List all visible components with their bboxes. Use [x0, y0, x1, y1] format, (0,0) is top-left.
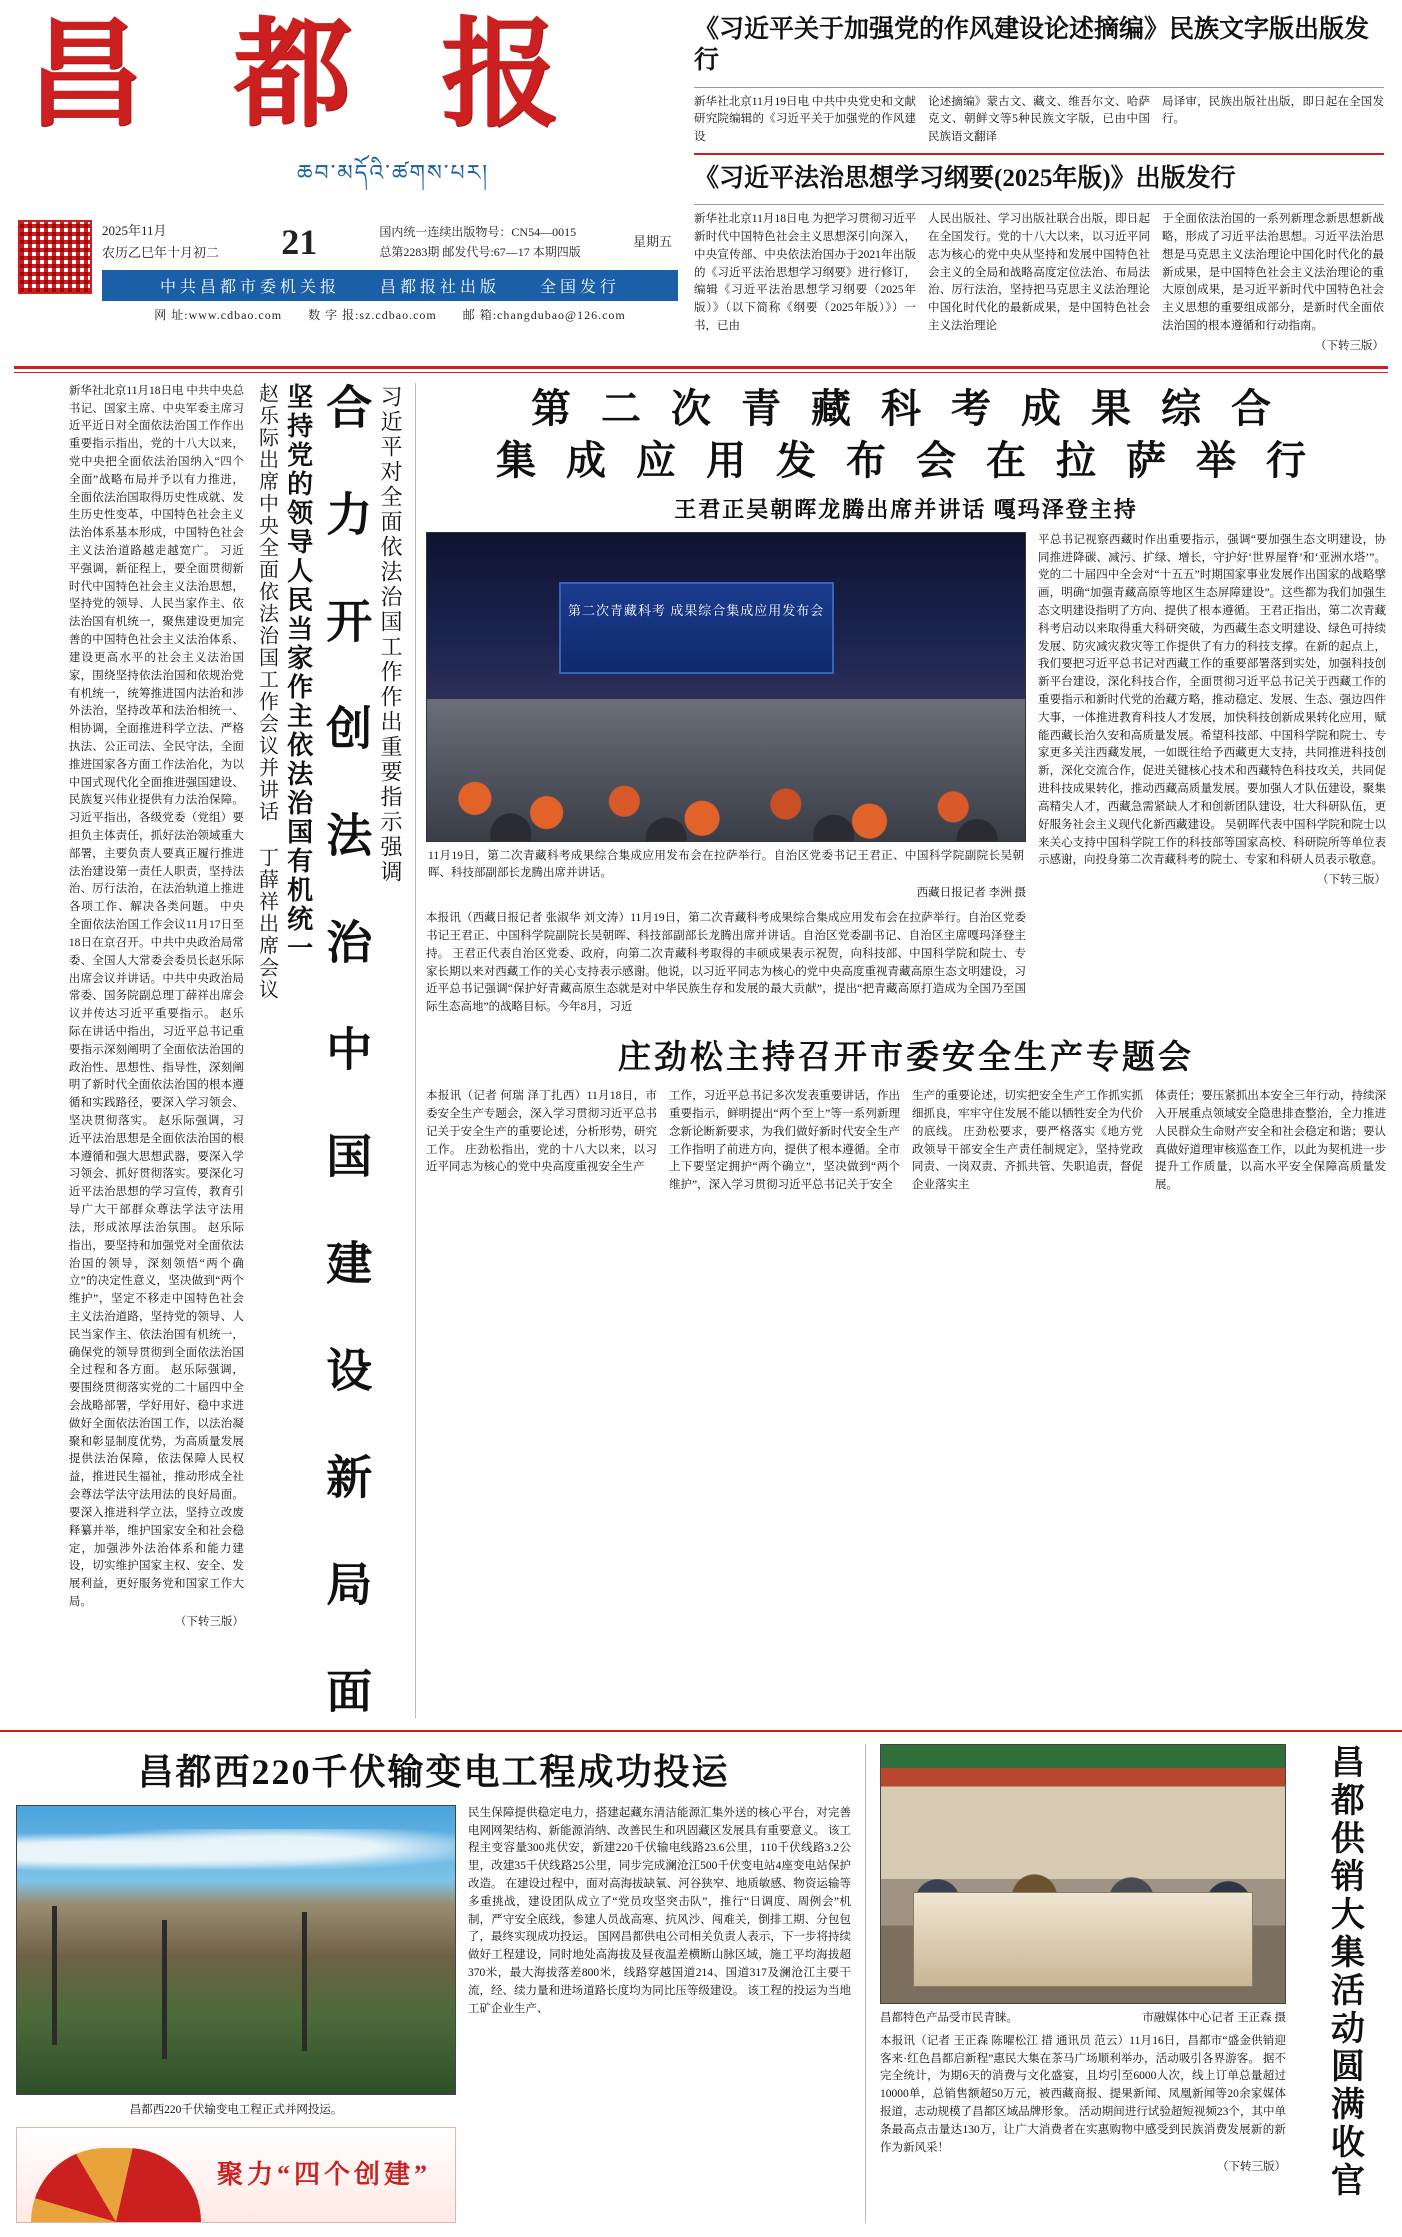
lead-main-headline[interactable]: 合 力 开 创 法 治 中 国 建 设 新 局 面 — [320, 382, 372, 1718]
market-stall — [913, 1892, 1252, 1987]
market-body-paragraphs: 本报讯（记者 王正森 陈曜松江 措 通讯员 范云）11月16日，昌都市“盛金供销迎客来·红色昌都启新程”惠民大集在茶马广场顺利举办，活动吸引各界游客。 据不完全统计，为期6天的消费与文化盛宴，且均引至6000人次，线上订单总量超过10000单，总销售额超50万元，被西藏商报、提果新闻、凤凰新闻等20余家媒体报道，志动规模了昌都区域品牌形象。 活动期间进行试验超短视频23个，其中单条最高点击量达130万，让广大消费者在实惠购物中感受到民族消费发展新的新作为新风采！ — [880, 2034, 1286, 2154]
market-main-column — [880, 1744, 1292, 2223]
top-article-2-col2: 人民出版社、学习出版社联合出版，即日起在全国发行。党的十八大以来，以习近平同志为核心的党中央从坚持和发展中国特色社会主义的全局和战略高度定位法治、布局法治、厉行法治，坚持把马克思主义法治理论中国化时代化的最新成果，是中国特色社会主义法治理论 — [928, 213, 1150, 333]
lead-story-left — [16, 383, 416, 1718]
main-story — [426, 383, 1386, 1718]
top-headline-1[interactable]: 《习近平关于加强党的作风建设论述摘编》民族文字版出版发行 — [694, 16, 1370, 75]
transmission-line-photo — [16, 1805, 456, 2095]
safety-col-c: 生产的重要论述，切实把安全生产工作抓实抓细抓良，牢牢守住发展不能以牺牲安全为代价的底线。 庄劲松要求，要严格落实《地方党政领导干部安全生产责任制规定》，坚持党政同责、一岗双责、齐抓共管、失职追责，督促企业落实主 — [912, 1090, 1143, 1192]
bottom-section — [0, 1730, 1402, 2237]
main-headline-line1[interactable]: 第 二 次 青 藏 科 考 成 果 综 合 — [531, 385, 1281, 431]
masthead-info — [18, 220, 678, 323]
conference-photo — [426, 532, 1026, 842]
top-article-2-col3-text: 于全面依法治国的一系列新理念新思想新战略，形成了习近平法治思想。习近平法治思想是马克思主义法治理论中国化时代化的最新成果，是中国特色社会主义法治理论的重大原创成果，是习近平新时代中国特色社会主义思想的重要组成部分，是新时代全面依法治国的根本遵循和行动指南。 — [1162, 213, 1384, 333]
main-subheadline: 王君正吴朝晖龙腾出席并讲话 嘎玛泽登主持 — [674, 496, 1138, 522]
top-article-1-col2: 论述摘编》蒙古文、藏文、维吾尔文、哈萨克文、朝鲜文等5种民族文字版，已由中国民族语文翻译 — [928, 95, 1150, 144]
power-photo-caption: 昌都西220千伏输变电工程正式并网投运。 — [129, 2103, 343, 2116]
date-block — [102, 220, 219, 264]
power-photo-column — [16, 1805, 456, 2223]
fan-icon — [31, 2148, 201, 2222]
top-article-1-col1: 新华社北京11月19日电 中共中央党史和文献研究院编辑的《习近平关于加强党的作风建设 — [694, 95, 916, 144]
masthead-left — [18, 10, 678, 356]
audience-area — [427, 699, 1025, 841]
masthead-dates — [102, 220, 678, 323]
main-body-columns — [426, 900, 1026, 1017]
stage-screen-text: 第二次青藏科考 成果综合集成应用发布会 — [559, 582, 834, 674]
safety-col-a: 本报讯（记者 何瑞 泽丁扎西）11月18日，市委安全生产专题会，深入学习贯彻习近平总书记关于安全生产的重要论述，分析形势，研究工作。 庄劲松指出，党的十八大以来，以习近平同志为核心的党中央高度重视安全生产 — [426, 1090, 657, 1174]
divider-2 — [694, 204, 1384, 205]
publisher-bar: 中共昌都市委机关报 昌都报社出版 全国发行 — [102, 270, 678, 301]
masthead-bottom-rule — [14, 366, 1388, 373]
lead-shoulder-headline: 习近平对全面依法治国工作作出重要指示强调 — [378, 384, 403, 885]
qr-code-icon[interactable] — [18, 220, 92, 294]
power-columns — [16, 1805, 851, 2223]
market-caption-left: 昌都特色产品受市民青睐。 — [880, 2011, 1018, 2024]
campaign-emblem — [16, 2127, 456, 2223]
market-caption-credit: 市融媒体中心记者 王正森 摄 — [1142, 2011, 1286, 2024]
gregorian-date: 2025年11月 — [102, 222, 167, 238]
market-photo-captions — [880, 2004, 1286, 2025]
power-story — [16, 1744, 866, 2223]
main-body-col-b-text: 平总书记视察西藏时作出重要指示，强调“要加强生态文明建设，协同推进降碳、减污、扩绿、增长，守护好‘世界屋脊’和‘亚洲水塔’”。党的二十届四中全会对“十五五”时期国家事业发展作出国家的战略擘画，明确“加强青藏高原等地区生态屏障建设”。这些都为我们加强生态文明建设指明了方向、提供了根本遵循。 王君正指出，第二次青藏科考启动以来取得重大科研突破，为西藏生态文明建设、绿色可持续发展、防灾减灾救灾等工作提供了有力的科技支撑。在新的起点上，我们要把习近平总书记对西藏工作的重要部署落到实处，加强科技创新平台建设，深化科技合作，全面贯彻习近平总书记关于西藏工作的重要指示和新时代党的治藏方略，推动稳定、发展、生态、强边四件大事，一体推进教育科技人才发展，加快科技创新成果转化应用，赋能西藏长治久安和高质量发展。希望科技部、中国科学院和院士、专家更多关注西藏发展，一如既往给予西藏更大支持，共同推进科技创新，深化交流合作，促进关键核心技术和西藏特色科技攻关，共同促进科技成果转化，推动西藏高质量发展。要加强人才队伍建设，聚集高精尖人才，西藏急需紧缺人才和创新团队建设，壮大科研队伍，更好服务社会主义现代化新西藏建设。 吴朝晖代表中国科学院和院士以来关心支持中国科学院工作的科技部等国家高校、科研院所等单位表示感谢，向投身第二次青藏科考的院士、专家和科研人员表示敬意。 — [1038, 533, 1386, 867]
main-body-col-a: 本报讯（西藏日报记者 张淑华 刘文涛）11月19日，第二次青藏科考成果综合集成应用发布会在拉萨举行。自治区党委书记王君正、中国科学院副院长吴朝晖、科技部副部长龙腾出席并讲话。自治区党委副书记、自治区主席嘎玛泽登主持。 王君正代表自治区党委、政府，向第二次青藏科考取得的丰硕成果表示祝贺，向科技部、中国科学院和院士、专家长期以来对西藏工作的关心支持表示感谢。他说，以习近平同志为核心的党中央高度重视青藏高原生态文明建设，习近平总书记强调“保护好青藏高原生态就是对中华民族生存和发展的最大贡献”，提出“把青藏高原打造成为全国乃至国际生态高地”的战略目标。今年8月，习近 — [426, 912, 1026, 1014]
top-article-2 — [694, 211, 1384, 356]
jump-note-main[interactable]: （下转三版） — [1317, 874, 1386, 887]
main-body-col-b — [1038, 532, 1386, 1017]
safety-col-b: 工作，习近平总书记多次发表重要讲话，作出重要指示，鲜明提出“两个至上”等一系列新理念新论断新要求，为我们做好新时代安全生产工作指明了前进方向，提供了根本遵循。全市上下要坚定拥护“两个确立”，坚决做到“两个维护”，深入学习贯彻习近平总书记关于安全 — [669, 1090, 900, 1192]
market-photo — [880, 1744, 1286, 2004]
top-headline-2[interactable]: 《习近平法治思想学习纲要(2025年版)》出版发行 — [694, 164, 1236, 192]
power-headline[interactable]: 昌都西220千伏输变电工程成功投运 — [137, 1751, 730, 1792]
weekday: 星期五 — [632, 233, 672, 249]
main-photo-caption: 11月19日，第二次青藏科考成果综合集成应用发布会在拉萨举行。自治区党委书记王君正、中国科学院副院长吴朝晖、科技部副部长龙腾出席并讲话。 — [428, 849, 1024, 879]
emblem-text: 聚力“四个创建” — [217, 2159, 432, 2189]
market-vertical-headline[interactable]: 昌都供销大集活动圆满收官 — [1325, 1743, 1363, 2200]
lead-body-text — [69, 383, 252, 1718]
lunar-date: 农历乙巳年十月初二 — [102, 244, 220, 260]
safety-body — [426, 1088, 1386, 1195]
jump-note-market[interactable]: （下转三版） — [1217, 2161, 1286, 2174]
issue-block — [379, 222, 580, 263]
market-story — [866, 1744, 1386, 2223]
day-number: 21 — [281, 221, 318, 262]
serial-number: 国内统一连续出版物号：CN54—0015 — [379, 224, 577, 239]
contact-line: 网 址:www.cdbao.com 数 字 报:sz.cdbao.com 邮 箱:changdubao@126.com — [154, 308, 626, 323]
main-headline-line2[interactable]: 集 成 应 用 发 布 会 在 拉 萨 举 行 — [496, 437, 1316, 483]
lead-sub-headline: 坚持党的领导人民当家作主依法治国有机统一 — [283, 382, 313, 963]
divider — [694, 87, 1384, 88]
masthead-right — [678, 14, 1384, 356]
lead-body-paragraphs: 新华社北京11月18日电 中共中央总书记、国家主席、中央军委主席习近平近日对全面依法治国工作作出重要指示指出，党的十八大以来，党中央把全面依法治国纳入“四个全面”战略布局并予以有力推进，全面依法治国取得历史性成就、发生历史性变革，中国特色社会主义法治体系基本形成，中国特色社会主义法治道路越走越宽广。 习近平强调，新征程上，要全面贯彻新时代中国特色社会主义法治思想，坚持党的领导、人民当家作主、依法治国有机统一，聚焦建设更加完善的中国特色社会主义法治体系、建设更高水平的社会主义法治国家，围绕坚持依法治国和依规治党有机统一，统筹推进国内法治和涉外法治，坚持改革和法治相统一、相协调，全面推进科学立法、严格执法、公正司法、全民守法，全面推进国家各方面工作法治化，为以中国式现代化全面推进强国建设、民族复兴伟业提供有力法治保障。 习近平指出，各级党委（党组）要担负主体责任，抓好法治领域重大部署，主要负责人要真正履行推进法治建设第一责任人职责，坚持法治、厉行法治，在法治轨道上推进各项工作、解决各类问题。 中央全面依法治国工作会议11月17日至18日在京召开。中共中央政治局常委、全国人大常委会委员长赵乐际出席会议并讲话。中共中央政治局常委、国务院副总理丁薛祥出席会议并传达习近平重要指示。 赵乐际在讲话中指出，习近平总书记重要指示深刻阐明了全面依法治国的政治性、思想性、指导性，深刻阐明了新时代全面依法治国的根本遵循和实践路径，要深入学习领会、坚决贯彻落实。 赵乐际强调，习近平法治思想是全面依法治国的根本遵循和强大思想武器，要深入学习领会、抓好贯彻落实。要深化习近平法治思想的学习宣传，教育引导广大干部群众尊法学法守法用法，形成浓厚法治氛围。 赵乐际指出，要坚持和加强党对全面依法治国的领导，深刻领悟“两个确立”的决定性意义，坚决做到“两个维护”，坚定不移走中国特色社会主义法治道路，坚持党的领导、人民当家作主、依法治国有机统一，确保党的领导贯彻到全面依法治国全过程和各方面。 赵乐际强调，要围绕贯彻落实党的二十届四中全会战略部署，学好用好、稳中求进做好全面依法治国工作，以法治凝聚和彰显制度优势，为高质量发展提供法治保障，依法保障人民权益，推进民生福祉，推动形成全社会尊法学法守法用法的良好局面。 要深入推进科学立法，坚持立改废释纂并举，维护国家安全和社会稳定，加强涉外法治体系和能力建设，切实维护国家主权、安全、发展利益，更好服务党和国家工作大局。 — [68, 384, 244, 1608]
main-story-columns — [426, 532, 1386, 1017]
main-photo-credit: 西藏日报记者 李洲 摄 — [916, 887, 1026, 900]
masthead — [0, 0, 1402, 356]
power-body-text: 民生保障提供稳定电力，搭建起藏东清洁能源汇集外送的核心平台，对完善电网网架结构、新能源消纳、改善民生和巩固藏区发展具有重要意义。 该工程主变容量300兆伏安，新建220千伏输电线路23.6公里，110千伏线路3.2公里，改建35千伏线路25公里，同步完成澜沧江500千伏变电站4座变电站保护改造。 在建设过程中，面对高海拔缺氧、河谷狭窄、地质敏感、物资运输等多重挑战，建设团队成立了“党员攻坚突击队”，推行“日调度、周例会”机制，严守安全底线，参建人员战高寒、抗风沙、闯难关，倒排工期、分包包了，最终实现成功投运。 国网昌都供电公司相关负责人表示，下一步将持续做好工程建设，同时地处高海拔及昼夜温差横断山脉区域，施工平均海拔超370米，最大海拔落差800米，线路穿越国道214、国道317及澜沧江主要干流，经、续力量和进场道路长度均为同比压等级建设。 该工程的投运为当地工矿企业生产、 — [468, 1806, 851, 2015]
main-body — [0, 373, 1402, 1718]
safety-col-d: 体责任；要压紧抓出本安全三年行动，持续深入开展重点领域安全隐患排查整治，全力推进人民群众生命财产安全和社会稳定和谐；要认真做好道理审核巡查工作，以此为契机进一步提升工作质量，以高水平安全保障高质量发展。 — [1155, 1090, 1386, 1192]
top-article-1-col3: 局译审，民族出版社出版，即日起在全国发行。 — [1162, 95, 1384, 126]
issue-number: 总第2283期 邮发代号:67—17 本期四版 — [379, 244, 581, 259]
divider-red — [694, 153, 1384, 155]
lead-byline: 赵乐际出席中央全面依法治国工作会议并讲话 丁薛祥出席会议 — [255, 382, 278, 1001]
jump-note-top[interactable]: （下转三版） — [1315, 339, 1384, 352]
jump-note-lead[interactable]: （下转三版） — [174, 1615, 244, 1628]
main-photo-column — [426, 532, 1026, 1017]
safety-headline[interactable]: 庄劲松主持召开市委安全生产专题会 — [618, 1040, 1194, 1077]
market-body-text — [880, 2025, 1286, 2178]
top-article-1 — [694, 94, 1384, 147]
market-vertical-headline-wrap — [1292, 1744, 1386, 2223]
nameplate-title: 昌 都 报 — [26, 10, 590, 141]
top-article-2-col1: 新华社北京11月18日电 为把学习贯彻习近平新时代中国特色社会主义思想深引向深入，中央宣传部、中央依法治国办于2021年出版的《习近平法治思想学习纲要》进行修订，编辑《习近平法治思想学习纲要（2025年版）》（以下简称《纲要（2025年版）》）一书，已由 — [694, 213, 916, 333]
tibetan-subtitle: ཆབ་མདོའི་ཚགས་པར། — [296, 160, 490, 186]
top-article-2-col3 — [1162, 211, 1384, 356]
